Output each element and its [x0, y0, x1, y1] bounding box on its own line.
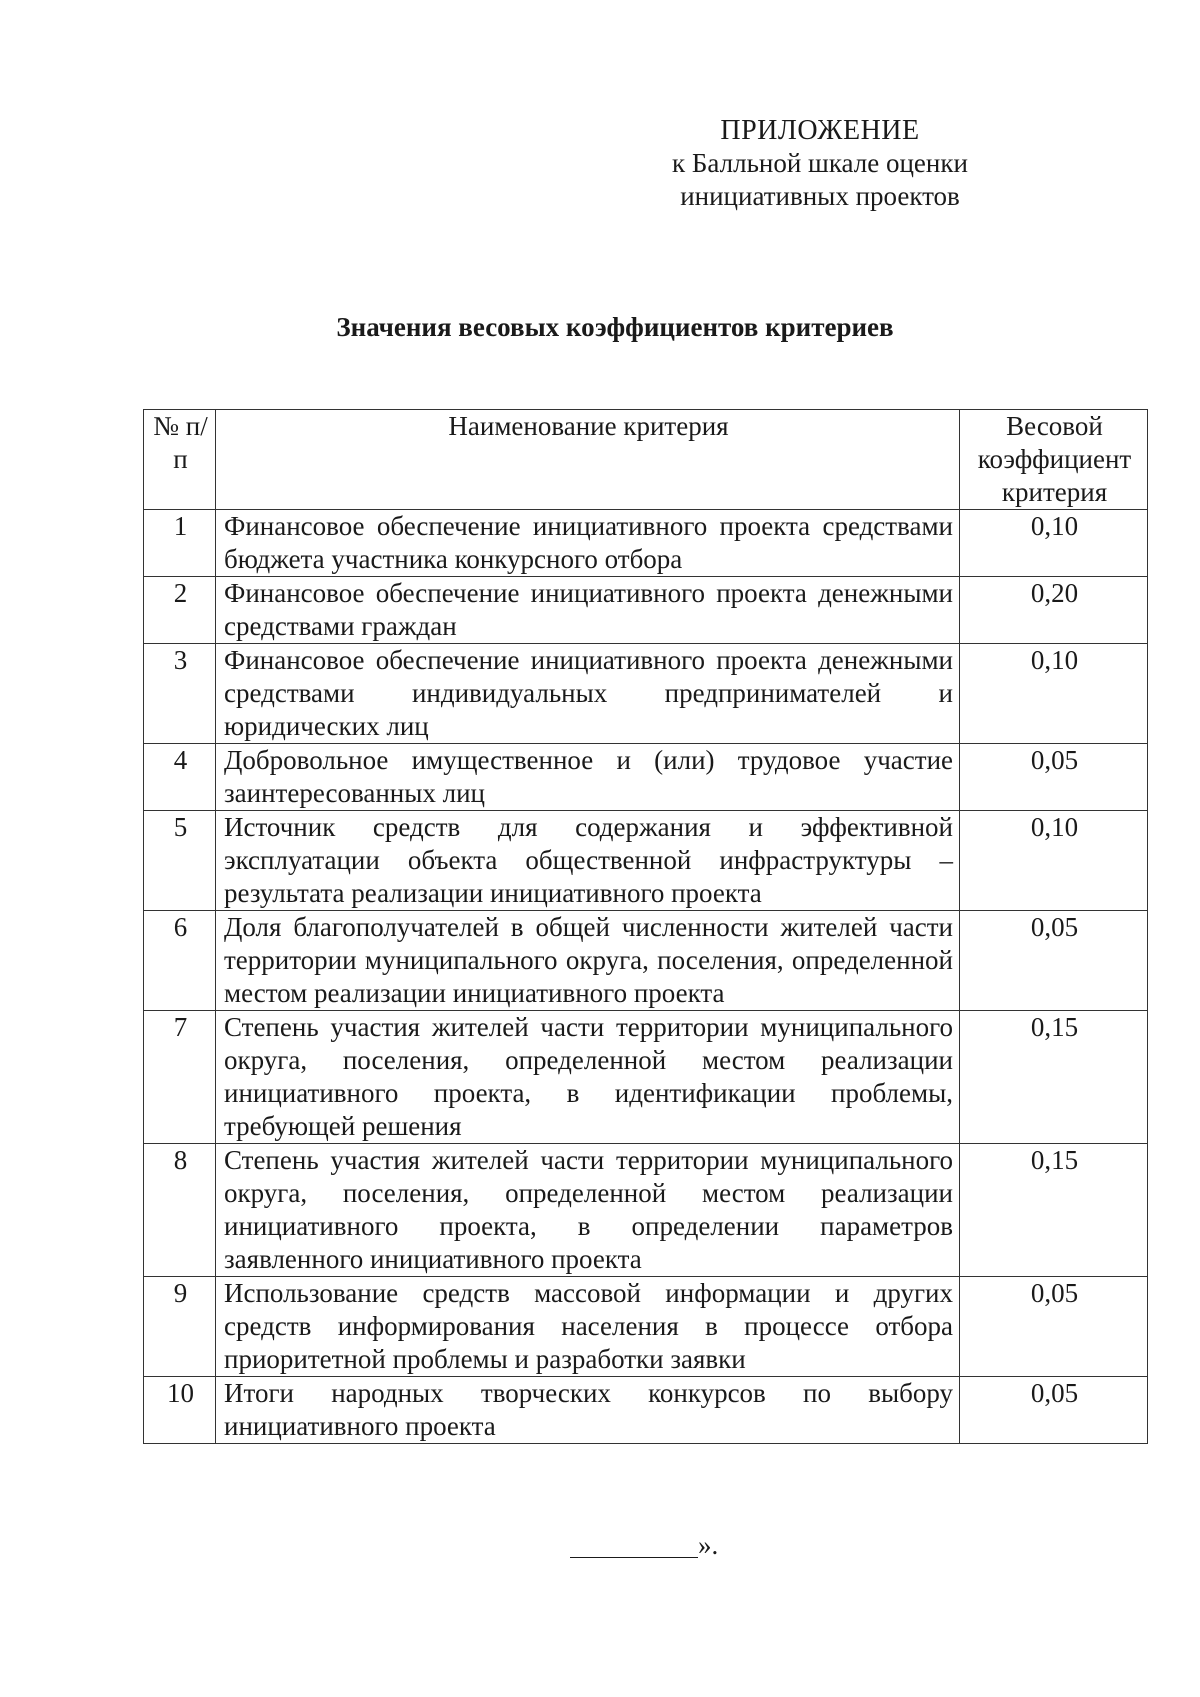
row-weight: 0,10 [960, 510, 1148, 577]
table-row [144, 1277, 1148, 1377]
row-criterion: Финансовое обеспечение инициативного проекта денежными средствами индивидуальных предпринимателей и юридических лиц [216, 644, 960, 744]
row-weight: 0,20 [960, 577, 1148, 644]
row-number: 4 [144, 744, 216, 811]
appendix-line-2: инициативных проектов [680, 181, 960, 211]
table-row [144, 911, 1148, 1011]
row-weight: 0,15 [960, 1144, 1148, 1277]
table-row [144, 577, 1148, 644]
row-number: 1 [144, 510, 216, 577]
row-number: 2 [144, 577, 216, 644]
row-criterion: Использование средств массовой информации и других средств информирования населения в процессе отбора приоритетной проблемы и разработки заявки [216, 1277, 960, 1377]
row-weight: 0,15 [960, 1011, 1148, 1144]
row-number: 3 [144, 644, 216, 744]
row-criterion: Итоги народных творческих конкурсов по выбору инициативного проекта [216, 1377, 960, 1444]
row-weight: 0,10 [960, 811, 1148, 911]
row-number: 9 [144, 1277, 216, 1377]
row-number: 6 [144, 911, 216, 1011]
appendix-title: ПРИЛОЖЕНИЕ [720, 115, 920, 146]
document-title: Значения весовых коэффициентов критериев [336, 312, 894, 342]
table-row [144, 811, 1148, 911]
table-row [144, 1011, 1148, 1144]
row-number: 7 [144, 1011, 216, 1144]
blank-line [570, 1557, 698, 1558]
row-number: 5 [144, 811, 216, 911]
table-row [144, 644, 1148, 744]
closing-mark [570, 1530, 718, 1561]
row-criterion: Добровольное имущественное и (или) трудовое участие заинтересованных лиц [216, 744, 960, 811]
header-number: № п/п [144, 410, 216, 510]
row-number: 10 [144, 1377, 216, 1444]
row-criterion: Доля благополучателей в общей численности жителей части территории муниципального округа, поселения, определенной местом реализации инициативного проекта [216, 911, 960, 1011]
row-criterion: Финансовое обеспечение инициативного проекта денежными средствами граждан [216, 577, 960, 644]
header-weight: Весовой коэффициент критерия [960, 410, 1148, 510]
criteria-table [143, 409, 1148, 1444]
row-weight: 0,05 [960, 744, 1148, 811]
table-row [144, 1377, 1148, 1444]
row-criterion: Финансовое обеспечение инициативного проекта средствами бюджета участника конкурсного отбора [216, 510, 960, 577]
header-name: Наименование критерия [216, 410, 960, 510]
row-weight: 0,05 [960, 911, 1148, 1011]
appendix-line-1: к Балльной шкале оценки [672, 148, 968, 178]
row-weight: 0,05 [960, 1377, 1148, 1444]
table-row [144, 1144, 1148, 1277]
row-number: 8 [144, 1144, 216, 1277]
table-header-row [144, 410, 1148, 510]
appendix-header [670, 114, 970, 213]
row-weight: 0,10 [960, 644, 1148, 744]
row-weight: 0,05 [960, 1277, 1148, 1377]
row-criterion: Степень участия жителей части территории муниципального округа, поселения, определенной местом реализации инициативного проекта, в идентификации проблемы, требующей решения [216, 1011, 960, 1144]
table-row [144, 744, 1148, 811]
table-row [144, 510, 1148, 577]
row-criterion: Степень участия жителей части территории муниципального округа, поселения, определенной местом реализации инициативного проекта, в определении параметров заявленного инициативного проекта [216, 1144, 960, 1277]
closing-quote: ». [698, 1530, 719, 1560]
row-criterion: Источник средств для содержания и эффективной эксплуатации объекта общественной инфраструктуры – результата реализации инициативного проекта [216, 811, 960, 911]
